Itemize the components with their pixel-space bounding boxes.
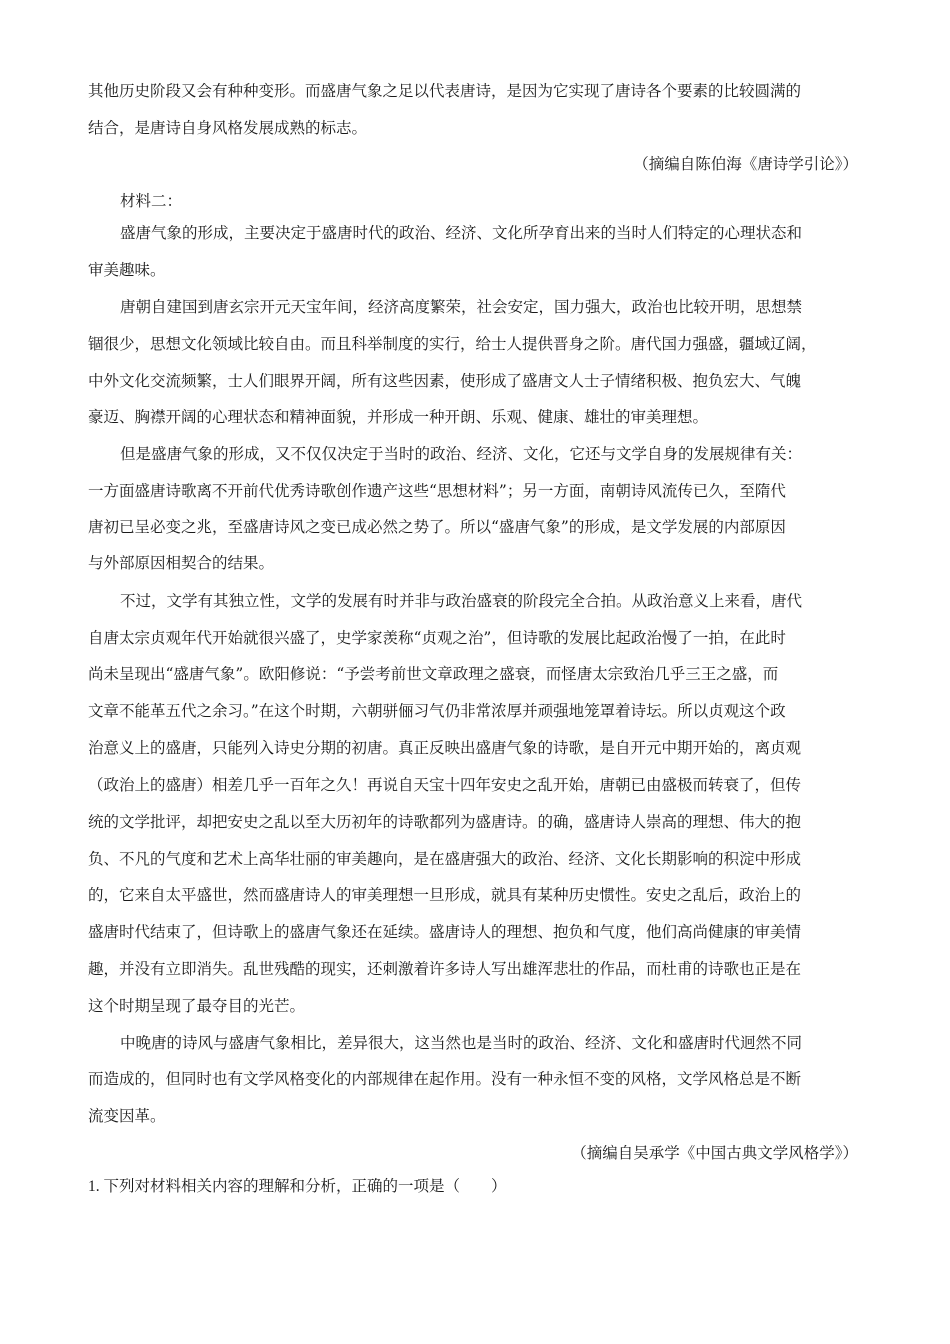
text-line: 而造成的，但同时也有文学风格变化的内部规律在起作用。没有一种永恒不变的风格，文学风格总是不断 bbox=[88, 1070, 802, 1088]
text-line: 尚未呈现出“盛唐气象”。欧阳修说：“予尝考前世文章政理之盛衰，而怪唐太宗致治几乎三王之盛，而 bbox=[88, 665, 779, 683]
text-line: 自唐太宗贞观年代开始就很兴盛了，史学家羡称“贞观之治”，但诗歌的发展比起政治慢了一拍，在此时 bbox=[88, 629, 786, 647]
text-line: 这个时期呈现了最夺目的光芒。 bbox=[88, 997, 306, 1015]
text-line: 但是盛唐气象的形成，又不仅仅决定于当时的政治、经济、文化，它还与文学自身的发展规律有关： bbox=[120, 445, 803, 463]
text-line: 文章不能革五代之余习。”在这个时期，六朝骈俪习气仍非常浓厚并顽强地笼罩着诗坛。所以贞观这个政 bbox=[88, 702, 786, 720]
text-line: 流变因革。 bbox=[88, 1107, 166, 1125]
text-line: 锢很少，思想文化领域比较自由。而且科举制度的实行，给士人提供晋身之阶。唐代国力强盛，疆域辽阔， bbox=[88, 335, 817, 353]
text-line: 负、不凡的气度和艺术上高华壮丽的审美趣向，是在盛唐强大的政治、经济、文化长期影响的积淀中形成 bbox=[88, 850, 802, 868]
text-line: 豪迈、胸襟开阔的心理状态和精神面貌，并形成一种开朗、乐观、健康、雄壮的审美理想。 bbox=[88, 408, 709, 426]
source-citation: （摘编自吴承学《中国古典文学风格学》） bbox=[571, 1144, 858, 1162]
text-line: 审美趣味。 bbox=[88, 261, 166, 279]
text-line: 中外文化交流频繁，士人们眼界开阔，所有这些因素，使形成了盛唐文人士子情绪积极、抱负宏大、气魄 bbox=[88, 372, 802, 390]
text-line: 与外部原因相契合的结果。 bbox=[88, 554, 275, 572]
text-line: 不过，文学有其独立性，文学的发展有时并非与政治盛衰的阶段完全合拍。从政治意义上来看，唐代 bbox=[120, 592, 803, 610]
text-line: 其他历史阶段又会有种种变形。而盛唐气象之足以代表唐诗，是因为它实现了唐诗各个要素的比较圆满的 bbox=[88, 82, 802, 100]
source-citation: （摘编自陈伯海《唐诗学引论》） bbox=[633, 155, 858, 173]
text-line: 一方面盛唐诗歌离不开前代优秀诗歌创作遗产这些“思想材料”；另一方面，南朝诗风流传已久，至隋代 bbox=[88, 482, 786, 500]
text-line: 盛唐时代结束了，但诗歌上的盛唐气象还在延续。盛唐诗人的理想、抱负和气度，他们高尚健康的审美情 bbox=[88, 923, 802, 941]
text-line: 统的文学批评，却把安史之乱以至大历初年的诗歌都列为盛唐诗。的确，盛唐诗人崇高的理想、伟大的抱 bbox=[88, 813, 802, 831]
text-line: 结合，是唐诗自身风格发展成熟的标志。 bbox=[88, 119, 368, 137]
text-line: 唐朝自建国到唐玄宗开元天宝年间，经济高度繁荣，社会安定，国力强大，政治也比较开明，思想禁 bbox=[120, 298, 803, 316]
text-line: 唐初已呈必变之兆，至盛唐诗风之变已成必然之势了。所以“盛唐气象”的形成，是文学发展的内部原因 bbox=[88, 518, 786, 536]
text-line: （政治上的盛唐）相差几乎一百年之久！再说自天宝十四年安史之乱开始，唐朝已由盛极而转衰了，但传 bbox=[88, 776, 802, 794]
question-stem: 1. 下列对材料相关内容的理解和分析，正确的一项是（ ） bbox=[88, 1178, 507, 1195]
text-line: 中晚唐的诗风与盛唐气象相比，差异很大，这当然也是当时的政治、经济、文化和盛唐时代迥然不同 bbox=[120, 1034, 803, 1052]
text-line: 趣，并没有立即消失。乱世残酷的现实，还刺激着许多诗人写出雄浑悲壮的作品，而杜甫的诗歌也正是在 bbox=[88, 960, 802, 978]
text-line: 盛唐气象的形成，主要决定于盛唐时代的政治、经济、文化所孕育出来的当时人们特定的心理状态和 bbox=[120, 224, 803, 242]
section-heading: 材料二： bbox=[120, 192, 183, 210]
text-line: 的，它来自太平盛世，然而盛唐诗人的审美理想一旦形成，就具有某种历史惯性。安史之乱后，政治上的 bbox=[88, 886, 802, 904]
text-line: 治意义上的盛唐，只能列入诗史分期的初唐。真正反映出盛唐气象的诗歌，是自开元中期开始的，离贞观 bbox=[88, 739, 802, 757]
